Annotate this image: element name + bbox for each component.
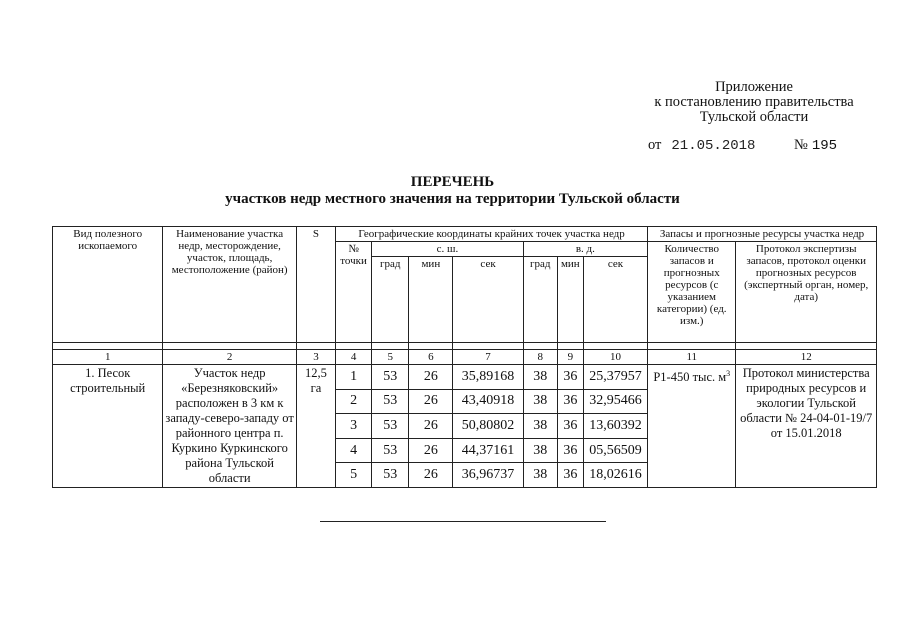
column-number: 11: [648, 350, 736, 365]
order-from-label: от: [648, 137, 662, 153]
header-kind: Вид полезного ископаемого: [53, 227, 163, 343]
point-e-sec: 05,56509: [583, 438, 647, 463]
point-n-min: 26: [409, 365, 453, 390]
title-line-1: ПЕРЕЧЕНЬ: [410, 174, 495, 190]
cell-quantity-text: P1-450 тыс. м: [653, 370, 727, 385]
header-quantity: Количество запасов и прогнозных ресурсов (с указанием категории) (ед. изм.): [648, 242, 736, 343]
header-east-sec: сек: [583, 257, 647, 343]
cell-quantity: [648, 365, 736, 488]
point-e-deg: 38: [523, 414, 557, 439]
title-line-2: участков недр местного значения на территории Тульской области: [225, 191, 680, 207]
point-e-sec: 25,37957: [583, 365, 647, 390]
point-n-sec: 43,40918: [453, 389, 523, 414]
column-number: 3: [296, 350, 335, 365]
cell-s-unit: га: [310, 381, 322, 395]
cell-s-value: 12,5: [305, 366, 327, 380]
document-title: [0, 174, 905, 208]
header-reserves: Запасы и прогнозные ресурсы участка недр: [648, 227, 877, 242]
header-geo: Географические координаты крайних точек участка недр: [336, 227, 648, 242]
column-number: 4: [336, 350, 372, 365]
point-n-deg: 53: [372, 389, 409, 414]
point-no: 1: [336, 365, 372, 390]
point-n-deg: 53: [372, 463, 409, 488]
point-e-deg: 38: [523, 389, 557, 414]
point-e-deg: 38: [523, 463, 557, 488]
header-north-min: мин: [409, 257, 453, 343]
point-e-deg: 38: [523, 438, 557, 463]
column-number: 5: [372, 350, 409, 365]
header-north: с. ш.: [372, 242, 524, 257]
appendix-line-2: к постановлению правительства: [654, 94, 854, 110]
point-n-min: 26: [409, 463, 453, 488]
cell-s: [296, 365, 335, 488]
column-number: 1: [53, 350, 163, 365]
column-number: 8: [523, 350, 557, 365]
header-protocol: Протокол экспертизы запасов, протокол оценки прогнозных ресурсов (экспертный орган, номер, дата): [736, 242, 877, 343]
column-number: 2: [163, 350, 296, 365]
header-row-1: [53, 227, 877, 242]
cell-protocol: Протокол министерства природных ресурсов и экологии Тульской области № 24-04-01-19/7 от 15.01.2018: [736, 365, 877, 488]
point-n-min: 26: [409, 389, 453, 414]
column-number: 10: [583, 350, 647, 365]
subsoil-plots-table: [52, 226, 877, 488]
point-e-min: 36: [557, 414, 583, 439]
point-n-deg: 53: [372, 414, 409, 439]
point-n-min: 26: [409, 438, 453, 463]
point-e-sec: 18,02616: [583, 463, 647, 488]
point-e-min: 36: [557, 438, 583, 463]
point-no: 2: [336, 389, 372, 414]
appendix-header: [640, 80, 868, 125]
point-n-deg: 53: [372, 438, 409, 463]
point-e-min: 36: [557, 389, 583, 414]
point-n-min: 26: [409, 414, 453, 439]
cell-kind: 1. Песок строительный: [53, 365, 163, 488]
cell-name: Участок недр «Березняковский» расположен в 3 км к западу-северо-западу от районного центра п. Куркино Куркинского района Тульской области: [163, 365, 296, 488]
column-number: 6: [409, 350, 453, 365]
point-no: 4: [336, 438, 372, 463]
point-e-min: 36: [557, 463, 583, 488]
cell-quantity-sup: 3: [726, 369, 731, 378]
header-s: S: [296, 227, 335, 343]
column-number: 12: [736, 350, 877, 365]
column-number: 9: [557, 350, 583, 365]
order-date: 21.05.2018: [671, 138, 756, 154]
header-north-deg: град: [372, 257, 409, 343]
header-north-sec: сек: [453, 257, 523, 343]
point-n-sec: 35,89168: [453, 365, 523, 390]
point-n-sec: 44,37161: [453, 438, 523, 463]
header-east-deg: град: [523, 257, 557, 343]
header-name: Наименование участка недр, месторождение, участок, площадь, местоположение (район): [163, 227, 296, 343]
point-n-sec: 36,96737: [453, 463, 523, 488]
point-n-sec: 50,80802: [453, 414, 523, 439]
header-gap-row: [53, 343, 877, 350]
order-reference: [648, 137, 838, 154]
table-row: [53, 365, 877, 390]
header-east-min: мин: [557, 257, 583, 343]
appendix-line-1: Приложение: [715, 79, 793, 95]
point-e-deg: 38: [523, 365, 557, 390]
order-number-group: [794, 137, 837, 154]
column-number-row: [53, 350, 877, 365]
order-number: 195: [811, 138, 838, 154]
point-e-sec: 13,60392: [583, 414, 647, 439]
appendix-line-3: Тульской области: [699, 109, 809, 125]
point-no: 3: [336, 414, 372, 439]
header-point-no: № точки: [336, 242, 372, 343]
order-number-label: №: [794, 137, 808, 153]
header-east: в. д.: [523, 242, 647, 257]
point-e-min: 36: [557, 365, 583, 390]
point-e-sec: 32,95466: [583, 389, 647, 414]
point-n-deg: 53: [372, 365, 409, 390]
column-number: 7: [453, 350, 523, 365]
point-no: 5: [336, 463, 372, 488]
closing-divider: [320, 521, 606, 522]
